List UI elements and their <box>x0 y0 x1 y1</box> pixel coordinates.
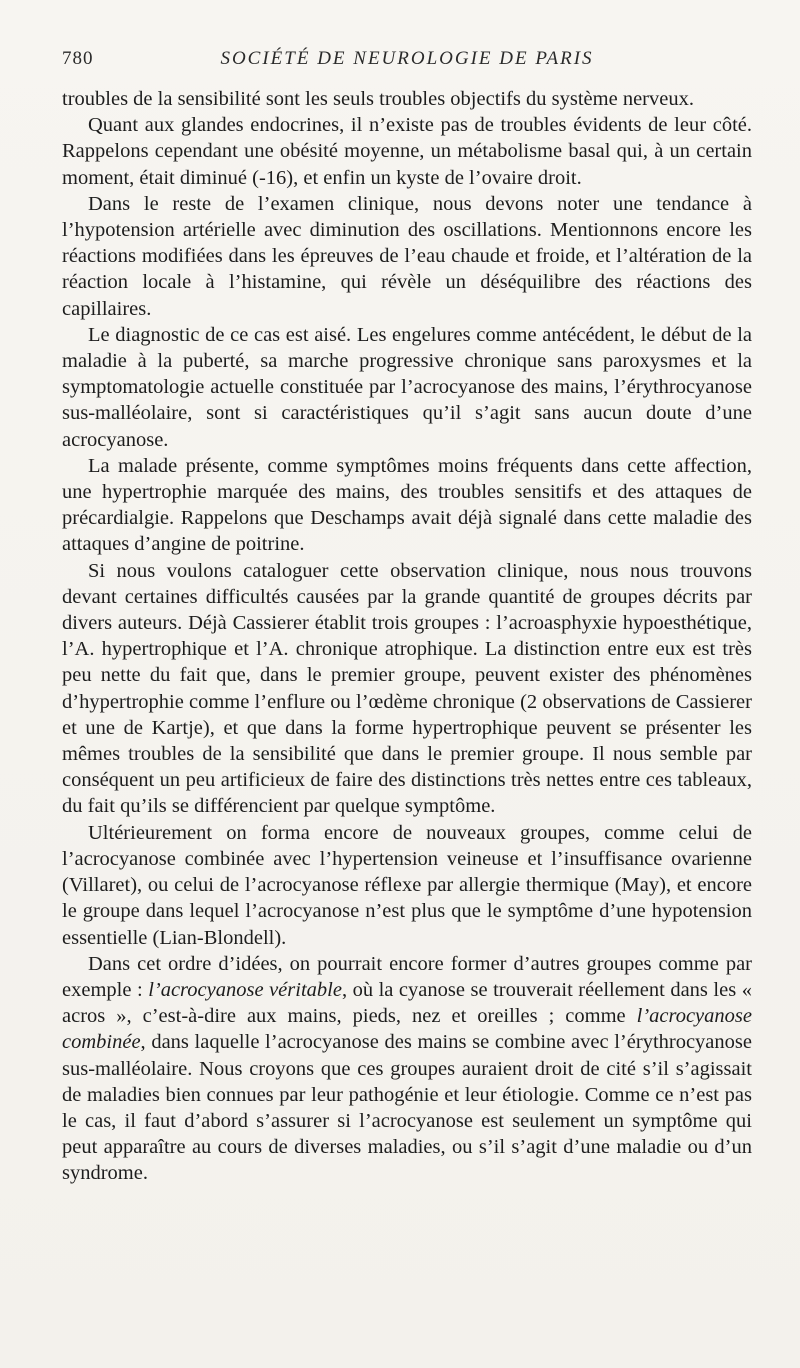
body-text <box>62 86 752 1187</box>
term-acrocyanose-veritable: l’acrocyanose véritable <box>148 978 342 1001</box>
paragraph-5: La malade présente, comme symptômes moins fréquents dans cette affection, une hypertrophie marquée des mains, des troubles sensitifs et des attaques de précardialgie. Rappelons que Deschamps avait déjà signalé dans cette maladie des attaques d’angine de poitrine. <box>62 454 752 556</box>
paragraph-7: Ultérieurement on forma encore de nouveaux groupes, comme celui de l’acrocyanose combinée avec l’hypertension veineuse et l’insuffisance ovarienne (Villaret), ou celui de l’acrocyanose réflexe par allergie thermique (May), et encore le groupe dans lequel l’acrocyanose n’est plus que le symptôme d’une hypotension essentielle (Lian-Blondell). <box>62 821 752 949</box>
paragraph-8-part-c: , dans laquelle l’acrocyanose des mains se combine avec l’érythrocyanose sus-malléolaire. Nous croyons que ces groupes auraient droit de cité s’il s’agissait de maladies bien connues par leur pathogénie et leur étiologie. Comme ce n’est pas le cas, il faut d’abord s’assurer si l’acrocyanose est seulement un symptôme qui peut apparaître au cours de diverses maladies, ou s’il s’agit d’une maladie ou d’un syndrome. <box>62 1031 752 1185</box>
paragraph-6: Si nous voulons cataloguer cette observation clinique, nous nous trouvons devant certaines difficultés causées par la grande quantité de groupes décrits par divers auteurs. Déjà Cassierer établit trois groupes : l’acroasphyxie hypoesthétique, l’A. hypertrophique et l’A. chronique atrophique. La distinction entre eux est très peu nette du fait que, dans le premier groupe, peuvent exister des phénomènes d’hypertrophie comme l’enflure ou l’œdème chronique (2 observations de Cassierer et une de Kartje), et que dans la forme hypertrophique peuvent se présenter les mêmes troubles de la sensibilité que dans le premier groupe. Il nous semble par conséquent un peu artificieux de faire des distinctions très nettes entre ces tableaux, du fait qu’ils se différencient par quelque symptôme. <box>62 559 752 818</box>
paragraph-8-part-a: Dans cet ordre d’idées, on pourrait encore former d’autres groupes comme par exemple : <box>62 952 752 1001</box>
paragraph-8-part-b: , où la cyanose se trouverait réellement dans les « acros », c’est-à-dire aux mains, pieds, nez et oreilles ; comme <box>62 978 752 1028</box>
paragraph-1: troubles de la sensibilité sont les seuls troubles objectifs du système nerveux. <box>62 88 694 110</box>
paragraph-2: Quant aux glandes endocrines, il n’existe pas de troubles évidents de leur côté. Rappelons cependant une obésité moyenne, un métabolisme basal qui, à un certain moment, était diminué (-16), et enfin un kyste de l’ovaire droit. <box>62 114 752 189</box>
journal-title: SOCIÉTÉ DE NEUROLOGIE DE PARIS <box>220 48 594 69</box>
paragraph-8 <box>62 951 752 1187</box>
term-acrocyanose-combinee: l’acrocyanose combinée <box>62 1005 752 1054</box>
paragraph-4: Le diagnostic de ce cas est aisé. Les engelures comme antécédent, le début de la maladie à la puberté, sa marche progressive chronique sans paroxysmes et la symptomatologie actuelle constituée par l’acrocyanose des mains, l’érythrocyanose sus-malléolaire, sont si caractéristiques qu’il s’agit sans aucun doute d’une acrocyanose. <box>62 323 752 451</box>
paragraph-3: Dans le reste de l’examen clinique, nous devons noter une tendance à l’hypotension artérielle avec diminution des oscillations. Mentionnons encore les réactions modifiées dans les épreuves de l’eau chaude et froide, et l’altération de la réaction locale à l’histamine, qui révèle un déséquilibre des réactions des capillaires. <box>62 192 752 320</box>
page-number: 780 <box>62 48 94 69</box>
running-head <box>62 48 752 74</box>
